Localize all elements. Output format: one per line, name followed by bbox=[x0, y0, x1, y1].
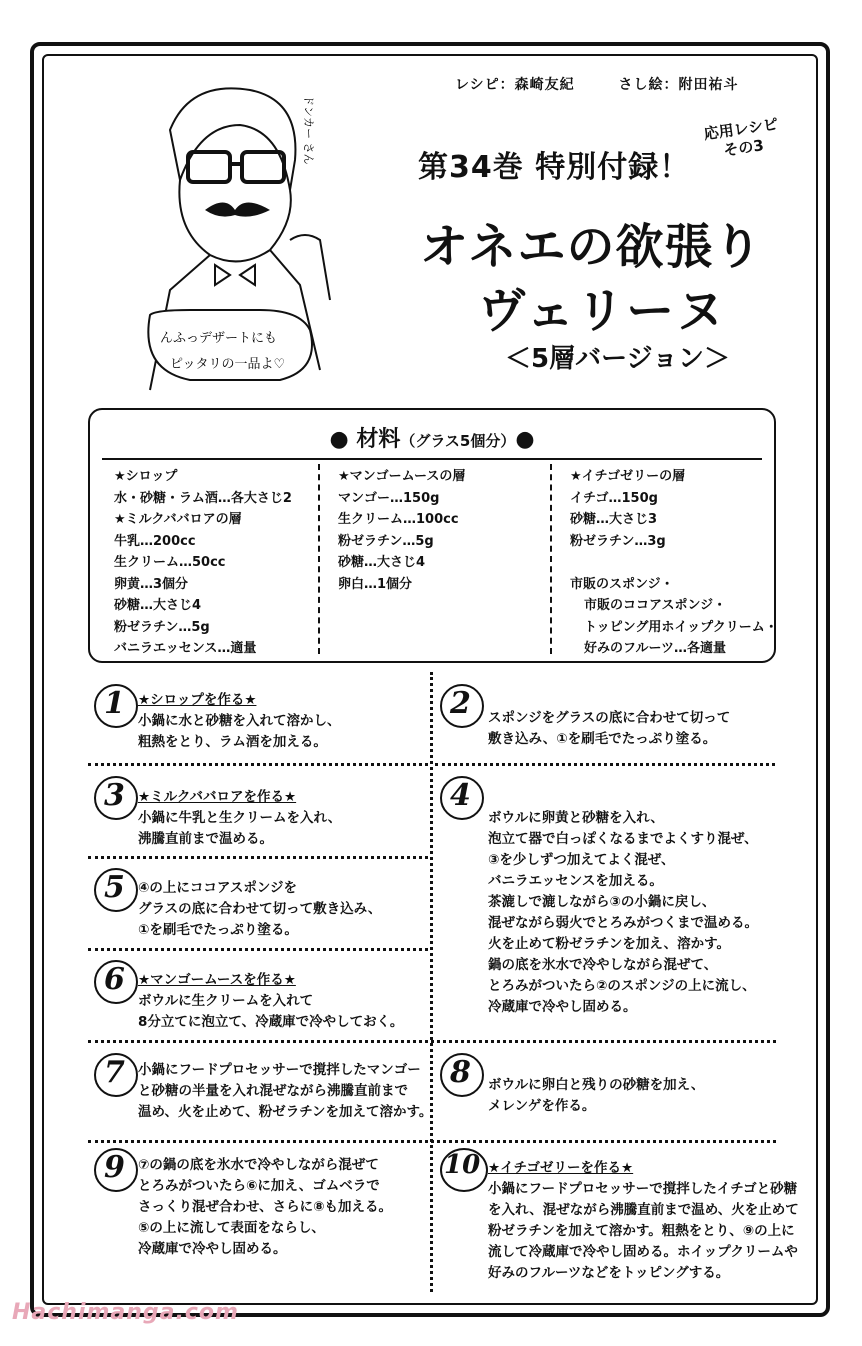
ingredient-item: 砂糖…大さじ4 bbox=[114, 598, 202, 613]
title-line-3: ＜5層バージョン＞ bbox=[505, 344, 731, 374]
ingredients-col-3 bbox=[570, 466, 778, 660]
ingredient-item: 砂糖…大さじ4 bbox=[338, 555, 426, 570]
step-line: ボウルに卵黄と砂糖を入れ、 bbox=[488, 810, 664, 826]
step-10 bbox=[488, 1158, 799, 1284]
step-line: と砂糖の半量を入れ混ぜながら沸騰直前まで bbox=[138, 1083, 408, 1099]
name-caption: ドンカー さん bbox=[302, 95, 315, 165]
step-6-number: 6 bbox=[104, 962, 125, 997]
step-line: 流して冷蔵庫で冷やし固める。ホイップクリームや bbox=[488, 1244, 798, 1260]
step-5-number: 5 bbox=[104, 870, 125, 905]
step-line: バニラエッセンスを加える。 bbox=[488, 873, 663, 889]
step-line: メレンゲを作る。 bbox=[488, 1098, 596, 1114]
watermark: Hachimanga.com bbox=[12, 1300, 239, 1325]
title-line-2: ヴェリーヌ bbox=[478, 283, 727, 339]
step-4 bbox=[488, 808, 758, 1018]
step-1 bbox=[138, 690, 341, 753]
applied-recipe-label: 応用レシピ bbox=[702, 114, 780, 144]
ingredient-item: 生クリーム…100cc bbox=[338, 512, 459, 527]
ingredients-box bbox=[88, 408, 776, 663]
step-8-number: 8 bbox=[450, 1055, 471, 1090]
step-line: 粗熱をとり、ラム酒を加える。 bbox=[138, 734, 327, 750]
step-line: 茶漉しで漉しながら③の小鍋に戻し、 bbox=[488, 894, 716, 910]
step-line: 敷き込み、①を刷毛でたっぷり塗る。 bbox=[488, 731, 717, 747]
step-line: 好みのフルーツなどをトッピングする。 bbox=[488, 1265, 730, 1281]
step-divider bbox=[88, 1040, 776, 1043]
ingredients-divider-2 bbox=[550, 464, 552, 654]
steps-center-divider bbox=[430, 672, 433, 1292]
ingredients-title-end: ● bbox=[515, 427, 535, 452]
step-line: 泡立て器で白っぽくなるまでよくすり混ぜ、 bbox=[488, 831, 758, 847]
step-1-heading: ★シロップを作る★ bbox=[138, 692, 257, 708]
step-8 bbox=[488, 1075, 704, 1117]
ingredients-rule bbox=[102, 458, 762, 460]
ingredient-item: ★イチゴゼリーの層 bbox=[570, 469, 686, 484]
step-line: 粉ゼラチンを加えて溶かす。粗熱をとり、⑨の上に bbox=[488, 1223, 795, 1239]
step-4-number: 4 bbox=[450, 778, 471, 813]
step-line: 冷蔵庫で冷やし固める。 bbox=[138, 1241, 287, 1257]
ingredient-item: トッピング用ホイップクリーム・ bbox=[584, 619, 778, 635]
step-line: 鍋の底を氷水で冷やしながら混ぜて、 bbox=[488, 957, 718, 973]
step-line: ボウルに卵白と残りの砂糖を加え、 bbox=[488, 1077, 705, 1093]
step-divider bbox=[435, 763, 775, 766]
ingredient-item: 市販のココアスポンジ・ bbox=[584, 598, 727, 613]
step-line: 小鍋に牛乳と生クリームを入れ、 bbox=[138, 810, 342, 826]
step-line: 8分立てに泡立て、冷蔵庫で冷やしておく。 bbox=[138, 1014, 404, 1030]
step-line: ⑦の鍋の底を氷水で冷やしながら混ぜて bbox=[138, 1157, 379, 1173]
step-5 bbox=[138, 878, 381, 941]
ingredient-item: ★シロップ bbox=[114, 469, 178, 484]
step-divider bbox=[88, 763, 428, 766]
step-line: 小鍋にフードプロセッサーで撹拌したマンゴー bbox=[138, 1062, 421, 1078]
ingredients-title bbox=[90, 422, 774, 453]
ingredient-item: イチゴ…150g bbox=[570, 490, 658, 506]
recipe-credit: レシピ：森崎友紀 bbox=[455, 77, 575, 93]
step-divider bbox=[88, 856, 428, 859]
step-3 bbox=[138, 787, 341, 850]
ingredient-item: 卵黄…3個分 bbox=[114, 576, 189, 592]
ingredient-item: 砂糖…大さじ3 bbox=[570, 512, 658, 527]
step-line: ④の上にココアスポンジを bbox=[138, 880, 298, 896]
ingredient-item: ★ミルクババロアの層 bbox=[114, 512, 242, 527]
ingredient-item: 牛乳…200cc bbox=[114, 533, 196, 549]
volume-subtitle: 第34巻 特別付録！ bbox=[418, 150, 691, 185]
step-9 bbox=[138, 1155, 392, 1260]
ingredients-col-1 bbox=[114, 466, 292, 660]
step-line: スポンジをグラスの底に合わせて切って bbox=[488, 710, 731, 726]
ingredient-item: ★マンゴームースの層 bbox=[338, 469, 466, 484]
step-line: 小鍋に水と砂糖を入れて溶かし、 bbox=[138, 713, 341, 729]
step-6-heading: ★マンゴームースを作る★ bbox=[138, 972, 296, 988]
step-line: 沸騰直前まで温める。 bbox=[138, 831, 273, 847]
ingredient-item: 水・砂糖・ラム酒…各大さじ2 bbox=[114, 490, 292, 506]
ingredient-item: マンゴー…150g bbox=[338, 490, 440, 506]
ingredient-item: 粉ゼラチン…5g bbox=[114, 619, 210, 635]
step-2-number: 2 bbox=[450, 686, 471, 721]
step-10-heading: ★イチゴゼリーを作る★ bbox=[488, 1160, 634, 1176]
step-9-number: 9 bbox=[104, 1150, 125, 1185]
step-line: 小鍋にフードプロセッサーで撹拌したイチゴと砂糖 bbox=[488, 1181, 798, 1197]
ingredients-divider-1 bbox=[318, 464, 320, 654]
step-7 bbox=[138, 1060, 432, 1123]
ingredient-item: 粉ゼラチン…3g bbox=[570, 533, 666, 549]
step-divider bbox=[88, 1140, 776, 1143]
step-10-number: 10 bbox=[444, 1150, 481, 1180]
step-line: ①を刷毛でたっぷり塗る。 bbox=[138, 922, 298, 938]
ingredient-item: 粉ゼラチン…5g bbox=[338, 533, 434, 549]
ingredient-item bbox=[570, 552, 778, 574]
step-3-number: 3 bbox=[104, 778, 125, 813]
ingredient-item: バニラエッセンス…適量 bbox=[114, 641, 257, 656]
ingredients-col-2 bbox=[338, 466, 465, 595]
step-line: ③を少しずつ加えてよく混ぜ、 bbox=[488, 852, 675, 868]
speech-line-2: ピッタリの一品よ♡ bbox=[170, 357, 286, 372]
ingredient-item: 好みのフルーツ…各適量 bbox=[584, 641, 726, 656]
step-line: とろみがついたら⑥に加え、ゴムベラで bbox=[138, 1178, 380, 1194]
character-illustration bbox=[130, 70, 340, 400]
step-line: ボウルに生クリームを入れて bbox=[138, 993, 314, 1009]
ingredients-title-note: （グラス5個分） bbox=[400, 432, 516, 450]
step-1-number: 1 bbox=[104, 686, 125, 721]
step-line: とろみがついたら②のスポンジの上に流し、 bbox=[488, 978, 756, 994]
illustration-credit: さし絵：附田祐斗 bbox=[618, 77, 739, 93]
step-line: 冷蔵庫で冷やし固める。 bbox=[488, 999, 637, 1015]
ingredient-item: 生クリーム…50cc bbox=[114, 555, 226, 570]
step-line: を入れ、混ぜながら沸騰直前まで温め、火を止めて bbox=[488, 1202, 799, 1218]
step-line: 火を止めて粉ゼラチンを加え、溶かす。 bbox=[488, 936, 731, 952]
step-line: 温め、火を止めて、粉ゼラチンを加えて溶かす。 bbox=[138, 1104, 433, 1120]
step-2 bbox=[488, 708, 730, 750]
step-line: ⑤の上に流して表面をならし、 bbox=[138, 1220, 325, 1236]
step-line: さっくり混ぜ合わせ、さらに⑧も加える。 bbox=[138, 1199, 393, 1215]
ingredient-item: 卵白…1個分 bbox=[338, 576, 413, 592]
applied-recipe-number: その3 bbox=[722, 136, 765, 160]
step-7-number: 7 bbox=[104, 1055, 125, 1090]
step-line: グラスの底に合わせて切って敷き込み、 bbox=[138, 901, 382, 917]
step-line: 混ぜながら弱火でとろみがつくまで温める。 bbox=[488, 915, 758, 931]
step-divider bbox=[88, 948, 428, 951]
title-line-1: オネエの欲張り bbox=[420, 219, 763, 275]
speech-line-1: んふっデザートにも bbox=[160, 331, 278, 346]
credits bbox=[455, 74, 777, 94]
step-3-heading: ★ミルクババロアを作る★ bbox=[138, 789, 297, 805]
ingredients-title-text: ● 材料 bbox=[329, 427, 401, 452]
ingredient-item: 市販のスポンジ・ bbox=[570, 576, 674, 592]
step-6 bbox=[138, 970, 403, 1033]
